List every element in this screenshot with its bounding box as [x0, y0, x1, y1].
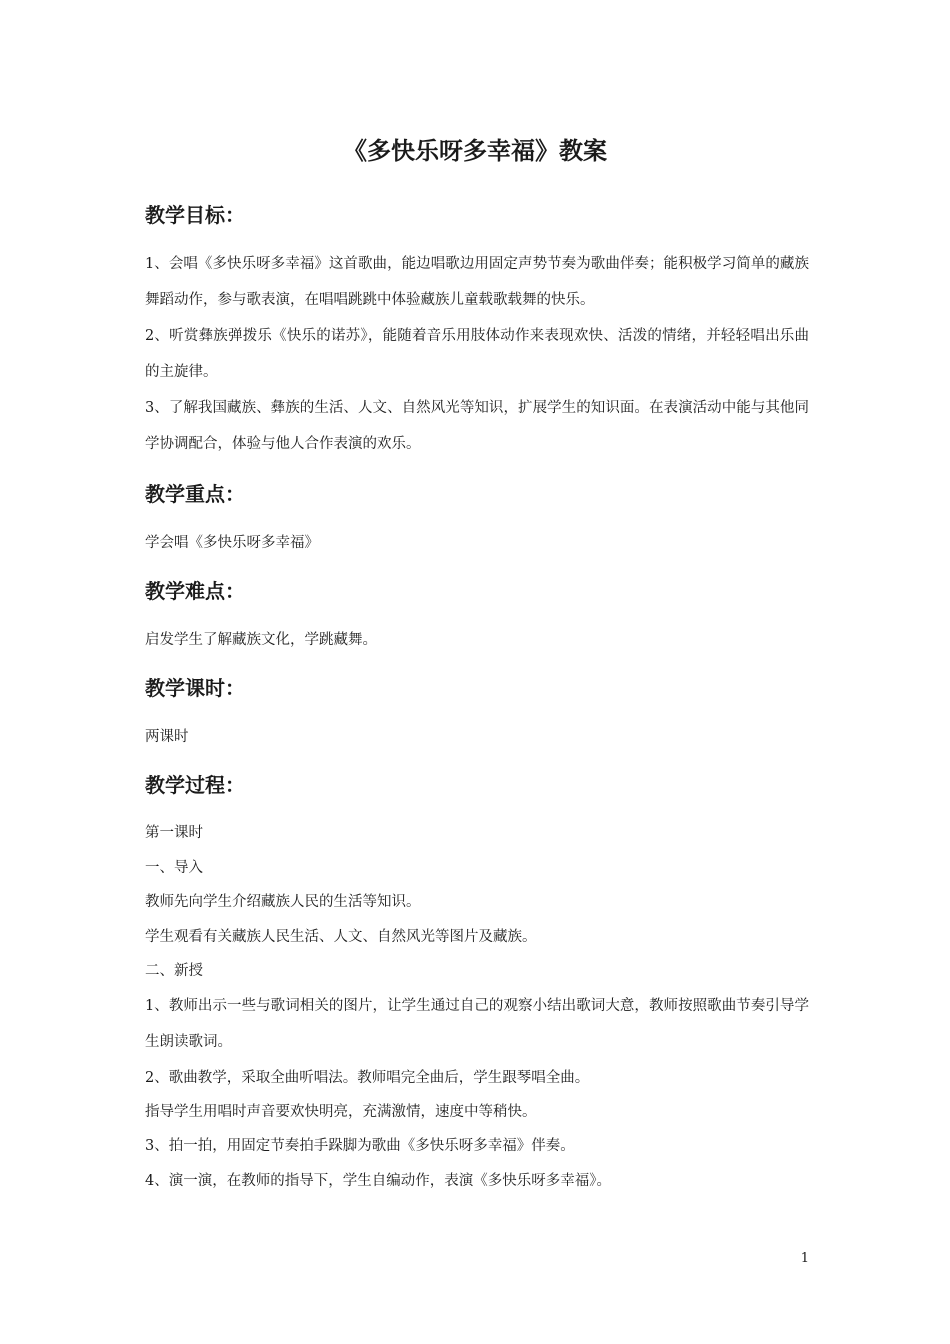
page-number: 1 [800, 1251, 809, 1266]
process-line: 第一课时 [145, 825, 203, 841]
process-line: 二、新授 [145, 963, 203, 979]
document-title: 《多快乐呀多幸福》教案 [343, 137, 607, 165]
section-heading-goals: 教学目标： [145, 203, 245, 227]
goal-item-1: 1、会唱《多快乐呀多幸福》这首歌曲，能边唱歌边用固定声势节奏为歌曲伴奏；能积极学习简单的藏族舞蹈动作，参与歌表演，在唱唱跳跳中体验藏族儿童载歌载舞的快乐。 [145, 256, 809, 308]
class-hours-text: 两课时 [145, 729, 189, 745]
process-line: 指导学生用唱时声音要欢快明亮，充满激情，速度中等稍快。 [145, 1104, 537, 1120]
section-heading-process: 教学过程： [145, 773, 245, 797]
process-line: 4、演一演，在教师的指导下，学生自编动作，表演《多快乐呀多幸福》。 [145, 1173, 611, 1189]
key-point-text: 学会唱《多快乐呀多幸福》 [145, 535, 319, 551]
process-line: 学生观看有关藏族人民生活、人文、自然风光等图片及藏族。 [145, 929, 537, 945]
process-line: 2、歌曲教学，采取全曲听唱法。教师唱完全曲后，学生跟琴唱全曲。 [145, 1070, 590, 1086]
section-heading-difficulty: 教学难点： [145, 579, 245, 603]
process-line: 一、导入 [145, 860, 203, 876]
section-heading-class-hours: 教学课时： [145, 676, 245, 700]
section-heading-key-point: 教学重点： [145, 482, 245, 506]
difficulty-text: 启发学生了解藏族文化，学跳藏舞。 [145, 632, 377, 648]
process-line: 教师先向学生介绍藏族人民的生活等知识。 [145, 894, 421, 910]
process-line: 3、拍一拍，用固定节奏拍手跺脚为歌曲《多快乐呀多幸福》伴奏。 [145, 1138, 575, 1154]
process-line: 1、教师出示一些与歌词相关的图片，让学生通过自己的观察小结出歌词大意，教师按照歌曲节奏引导学生朗读歌词。 [145, 998, 809, 1050]
goal-item-2: 2、听赏彝族弹拨乐《快乐的诺苏》，能随着音乐用肢体动作来表现欢快、活泼的情绪，并轻轻唱出乐曲的主旋律。 [145, 328, 809, 380]
goal-item-3: 3、了解我国藏族、彝族的生活、人文、自然风光等知识，扩展学生的知识面。在表演活动中能与其他同学协调配合，体验与他人合作表演的欢乐。 [145, 400, 809, 452]
